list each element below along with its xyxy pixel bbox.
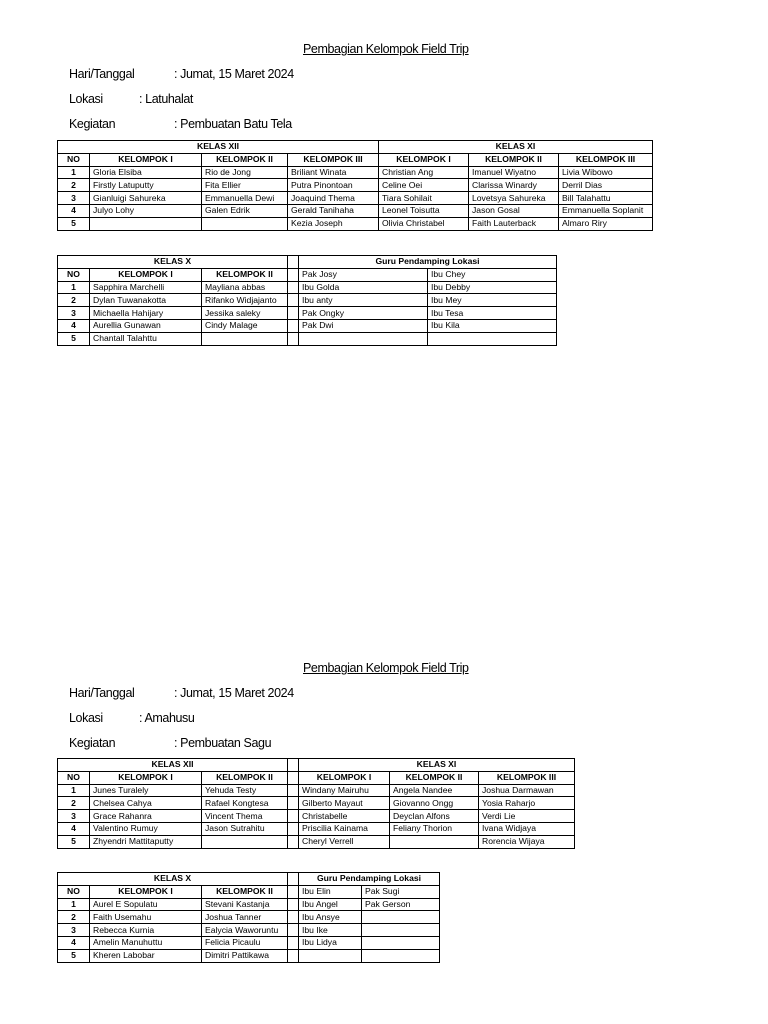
student-cell: Christian Ang <box>379 166 469 179</box>
kelas-x-header: KELAS X <box>58 873 288 886</box>
student-cell: Clarissa Winardy <box>469 179 559 192</box>
no-header: NO <box>58 771 90 784</box>
kelompok-3-header: KELOMPOK III <box>559 153 653 166</box>
kelompok-2-header: KELOMPOK II <box>202 268 288 281</box>
table-row <box>58 797 575 810</box>
student-cell: Stevani Kastanja <box>202 898 288 911</box>
student-cell: Giovanno Ongg <box>390 797 479 810</box>
table-row <box>58 179 653 192</box>
guru-cell: Pak Josy <box>299 268 428 281</box>
lokasi-label: Lokasi <box>69 711 103 725</box>
row-number: 5 <box>58 217 90 230</box>
student-cell: Livia Wibowo <box>559 166 653 179</box>
guru-cell <box>428 332 557 345</box>
kelompok-2-header: KELOMPOK II <box>202 771 288 784</box>
spacer-cell <box>288 911 299 924</box>
guru-cell: Pak Ongky <box>299 307 428 320</box>
row-number: 4 <box>58 936 90 949</box>
guru-cell: Ibu Chey <box>428 268 557 281</box>
spacer-cell <box>288 885 299 898</box>
student-cell: Valentino Rumuy <box>90 822 202 835</box>
table-row <box>58 307 557 320</box>
hari-label: Hari/Tanggal <box>69 686 135 700</box>
guru-cell: Ibu Kila <box>428 319 557 332</box>
student-cell: Kezia Joseph <box>288 217 379 230</box>
table-row <box>58 822 575 835</box>
table-row <box>58 332 557 345</box>
guru-cell: Ibu Angel <box>299 898 362 911</box>
kelas-xii-header: KELAS XII <box>58 759 288 772</box>
student-cell: Bill Talahattu <box>559 192 653 205</box>
table-row <box>58 217 653 230</box>
student-cell <box>390 835 479 848</box>
row-number: 1 <box>58 281 90 294</box>
table-row <box>58 784 575 797</box>
table-header-row <box>58 759 575 772</box>
spacer-cell <box>288 835 299 848</box>
student-cell: Joaquind Thema <box>288 192 379 205</box>
student-cell: Cindy Malage <box>202 319 288 332</box>
student-cell: Dimitri Pattikawa <box>202 949 288 962</box>
student-cell: Rio de Jong <box>202 166 288 179</box>
kelas-x-guru-table <box>57 872 440 963</box>
row-number: 1 <box>58 784 90 797</box>
student-cell: Imanuel Wiyatno <box>469 166 559 179</box>
hari-value: : Jumat, 15 Maret 2024 <box>174 686 294 700</box>
row-number: 5 <box>58 949 90 962</box>
kelompok-3-header: KELOMPOK III <box>288 153 379 166</box>
student-cell: Junes Turalely <box>90 784 202 797</box>
student-cell: Aurellia Gunawan <box>90 319 202 332</box>
spacer-cell <box>288 873 299 886</box>
table-row <box>58 294 557 307</box>
table-header-row <box>58 153 653 166</box>
spacer-cell <box>288 281 299 294</box>
spacer-cell <box>288 759 299 772</box>
spacer-cell <box>288 256 299 269</box>
student-cell: Verdi Lie <box>479 810 575 823</box>
student-cell: Rafael Kongtesa <box>202 797 288 810</box>
student-cell: Felicia Picaulu <box>202 936 288 949</box>
row-number: 1 <box>58 898 90 911</box>
spacer-cell <box>288 771 299 784</box>
spacer-cell <box>288 319 299 332</box>
student-cell: Lovetsya Sahureka <box>469 192 559 205</box>
no-header: NO <box>58 268 90 281</box>
kelompok-2-header: KELOMPOK II <box>390 771 479 784</box>
kegiatan-value: : Pembuatan Sagu <box>174 736 272 750</box>
table-row <box>58 192 653 205</box>
student-cell: Gloria Elsiba <box>90 166 202 179</box>
student-cell: Aurel E Sopulatu <box>90 898 202 911</box>
row-number: 5 <box>58 835 90 848</box>
table-header-row <box>58 256 557 269</box>
row-number: 2 <box>58 294 90 307</box>
kelompok-1-header: KELOMPOK I <box>90 153 202 166</box>
lokasi-value: : Amahusu <box>139 711 195 725</box>
student-cell: Deyclan Alfons <box>390 810 479 823</box>
row-number: 3 <box>58 192 90 205</box>
guru-cell <box>299 332 428 345</box>
spacer-cell <box>288 332 299 345</box>
student-cell: Putra Pinontoan <box>288 179 379 192</box>
lokasi-value: : Latuhalat <box>139 92 193 106</box>
hari-label: Hari/Tanggal <box>69 67 135 81</box>
page-title: Pembagian Kelompok Field Trip <box>303 42 469 56</box>
spacer-cell <box>288 898 299 911</box>
guru-cell: Ibu Elin <box>299 885 362 898</box>
student-cell <box>202 835 288 848</box>
kelompok-2-header: KELOMPOK II <box>202 885 288 898</box>
student-cell: Fita Ellier <box>202 179 288 192</box>
spacer-cell <box>288 268 299 281</box>
table-header-row <box>58 771 575 784</box>
student-cell: Zhyendri Mattitaputty <box>90 835 202 848</box>
student-cell <box>202 332 288 345</box>
student-cell: Leonel Toisutta <box>379 204 469 217</box>
student-cell: Kheren Labobar <box>90 949 202 962</box>
lokasi-label: Lokasi <box>69 92 103 106</box>
student-cell: Yosia Raharjo <box>479 797 575 810</box>
student-cell: Michaella Hahijary <box>90 307 202 320</box>
kelas-xii-xi-table <box>57 758 575 849</box>
kelompok-1-header: KELOMPOK I <box>90 268 202 281</box>
row-number: 2 <box>58 797 90 810</box>
guru-cell: Ibu Ike <box>299 924 362 937</box>
table-row <box>58 949 440 962</box>
student-cell: Julyo Lohy <box>90 204 202 217</box>
row-number: 1 <box>58 166 90 179</box>
student-cell: Rorencia Wijaya <box>479 835 575 848</box>
no-header: NO <box>58 885 90 898</box>
kegiatan-label: Kegiatan <box>69 736 116 750</box>
spacer-cell <box>288 924 299 937</box>
student-cell <box>90 217 202 230</box>
spacer-cell <box>288 949 299 962</box>
row-number: 5 <box>58 332 90 345</box>
kelompok-2-header: KELOMPOK II <box>469 153 559 166</box>
student-cell: Christabelle <box>299 810 390 823</box>
guru-cell: Ibu Debby <box>428 281 557 294</box>
student-cell: Jason Gosal <box>469 204 559 217</box>
guru-cell <box>362 936 440 949</box>
guru-cell: Ibu Lidya <box>299 936 362 949</box>
spacer-cell <box>288 797 299 810</box>
table-row <box>58 898 440 911</box>
table-row <box>58 936 440 949</box>
row-number: 2 <box>58 911 90 924</box>
kelompok-1-header: KELOMPOK I <box>379 153 469 166</box>
kelas-xi-header: KELAS XI <box>299 759 575 772</box>
kelompok-2-header: KELOMPOK II <box>202 153 288 166</box>
student-cell: Ivana Widjaya <box>479 822 575 835</box>
kelas-xii-xi-table <box>57 140 653 231</box>
table-row <box>58 810 575 823</box>
spacer-cell <box>288 307 299 320</box>
student-cell: Mayliana abbas <box>202 281 288 294</box>
row-number: 3 <box>58 307 90 320</box>
guru-cell <box>362 924 440 937</box>
guru-cell <box>299 949 362 962</box>
student-cell: Briliant Winata <box>288 166 379 179</box>
student-cell: Rebecca Kurnia <box>90 924 202 937</box>
table-row <box>58 911 440 924</box>
row-number: 3 <box>58 810 90 823</box>
student-cell: Angela Nandee <box>390 784 479 797</box>
guru-cell: Ibu Tesa <box>428 307 557 320</box>
table-header-row <box>58 268 557 281</box>
kelas-x-header: KELAS X <box>58 256 288 269</box>
guru-pendamping-header: Guru Pendamping Lokasi <box>299 256 557 269</box>
guru-cell <box>362 911 440 924</box>
row-number: 4 <box>58 319 90 332</box>
student-cell: Jason Sutrahitu <box>202 822 288 835</box>
student-cell: Sapphira Marchelli <box>90 281 202 294</box>
student-cell: Olivia Christabel <box>379 217 469 230</box>
student-cell: Gerald Tanihaha <box>288 204 379 217</box>
table-row <box>58 281 557 294</box>
student-cell: Firstly Latuputty <box>90 179 202 192</box>
spacer-cell <box>288 784 299 797</box>
student-cell: Almaro Riry <box>559 217 653 230</box>
kelompok-3-header: KELOMPOK III <box>479 771 575 784</box>
table-row <box>58 166 653 179</box>
row-number: 4 <box>58 822 90 835</box>
table-row <box>58 319 557 332</box>
page-title: Pembagian Kelompok Field Trip <box>303 661 469 675</box>
student-cell: Tiara Sohilait <box>379 192 469 205</box>
student-cell: Ealycia Waworuntu <box>202 924 288 937</box>
student-cell: Faith Lauterback <box>469 217 559 230</box>
guru-cell: Ibu Mey <box>428 294 557 307</box>
no-header: NO <box>58 153 90 166</box>
student-cell: Galen Edrik <box>202 204 288 217</box>
student-cell: Amelin Manuhuttu <box>90 936 202 949</box>
student-cell: Vincent Thema <box>202 810 288 823</box>
student-cell: Cheryl Verrell <box>299 835 390 848</box>
table-header-row <box>58 141 653 154</box>
kelompok-1-header: KELOMPOK I <box>90 885 202 898</box>
guru-cell: Pak Gerson <box>362 898 440 911</box>
table-row <box>58 924 440 937</box>
row-number: 2 <box>58 179 90 192</box>
kelas-xii-header: KELAS XII <box>58 141 379 154</box>
table-row <box>58 204 653 217</box>
student-cell: Chelsea Cahya <box>90 797 202 810</box>
table-header-row <box>58 885 440 898</box>
guru-cell: Pak Sugi <box>362 885 440 898</box>
guru-cell: Ibu Ansye <box>299 911 362 924</box>
student-cell <box>202 217 288 230</box>
student-cell: Derril Dias <box>559 179 653 192</box>
spacer-cell <box>288 822 299 835</box>
spacer-cell <box>288 294 299 307</box>
spacer-cell <box>288 936 299 949</box>
student-cell: Rifanko Widjajanto <box>202 294 288 307</box>
student-cell: Gianluigi Sahureka <box>90 192 202 205</box>
student-cell: Jessika saleky <box>202 307 288 320</box>
student-cell: Chantall Talahttu <box>90 332 202 345</box>
student-cell: Windany Mairuhu <box>299 784 390 797</box>
student-cell: Dylan Tuwanakotta <box>90 294 202 307</box>
kelas-x-guru-table <box>57 255 557 346</box>
kelompok-1-header: KELOMPOK I <box>90 771 202 784</box>
guru-cell: Pak Dwi <box>299 319 428 332</box>
student-cell: Joshua Tanner <box>202 911 288 924</box>
student-cell: Emmanuella Soplanit <box>559 204 653 217</box>
kegiatan-label: Kegiatan <box>69 117 116 131</box>
table-header-row <box>58 873 440 886</box>
row-number: 3 <box>58 924 90 937</box>
student-cell: Priscilia Kainama <box>299 822 390 835</box>
student-cell: Faith Usemahu <box>90 911 202 924</box>
student-cell: Feliany Thorion <box>390 822 479 835</box>
student-cell: Grace Rahanra <box>90 810 202 823</box>
student-cell: Emmanuella Dewi <box>202 192 288 205</box>
row-number: 4 <box>58 204 90 217</box>
table-row <box>58 835 575 848</box>
kelas-xi-header: KELAS XI <box>379 141 653 154</box>
guru-cell <box>362 949 440 962</box>
guru-cell: Ibu anty <box>299 294 428 307</box>
student-cell: Joshua Darmawan <box>479 784 575 797</box>
hari-value: : Jumat, 15 Maret 2024 <box>174 67 294 81</box>
student-cell: Gilberto Mayaut <box>299 797 390 810</box>
student-cell: Yehuda Testy <box>202 784 288 797</box>
guru-cell: Ibu Golda <box>299 281 428 294</box>
spacer-cell <box>288 810 299 823</box>
student-cell: Celine Oei <box>379 179 469 192</box>
kelompok-1-header: KELOMPOK I <box>299 771 390 784</box>
kegiatan-value: : Pembuatan Batu Tela <box>174 117 292 131</box>
guru-pendamping-header: Guru Pendamping Lokasi <box>299 873 440 886</box>
